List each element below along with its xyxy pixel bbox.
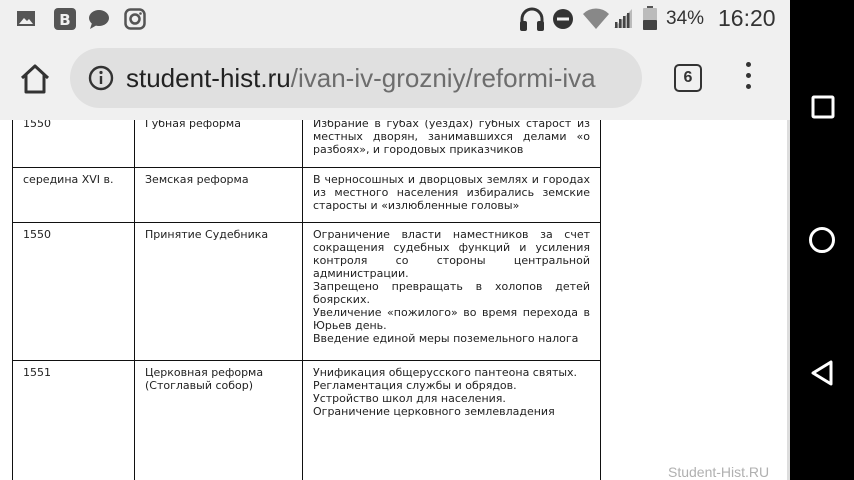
home-nav-icon[interactable]	[808, 226, 836, 254]
url-path: /ivan-iv-grozniy/reformi-iva	[290, 63, 596, 93]
gallery-icon	[16, 10, 36, 27]
home-icon[interactable]	[18, 62, 52, 96]
description-line: Унификация общерусского пантеона святых.	[313, 366, 578, 379]
row-description	[303, 361, 601, 480]
row-date: 1550	[13, 120, 135, 168]
row-name: Принятие Судебника	[135, 223, 303, 361]
tab-switcher-button[interactable]: 6	[674, 64, 702, 92]
url-text[interactable]	[126, 63, 630, 94]
description-line: Устройство школ для населения.	[313, 392, 506, 405]
row-description	[303, 120, 601, 168]
description-line: Регламентация службы и обрядов.	[313, 379, 517, 392]
svg-text:B: B	[59, 11, 71, 29]
description-line: Ограничение власти наместников за счет сокращения судебных функций и усиления контроля со стороны центральной администрации.	[313, 228, 590, 280]
battery-icon	[643, 6, 657, 30]
vk-icon	[54, 8, 76, 30]
row-name: Земская реформа	[135, 168, 303, 223]
back-icon[interactable]	[809, 359, 835, 387]
description-line: Избрание в губах (уездах) губных старост из местных дворян, занимавшихся делами «о разбоях», и городовых приказчиков	[313, 120, 590, 156]
dnd-icon	[552, 8, 574, 30]
row-name: Губная реформа	[135, 120, 303, 168]
url-host: student-hist.ru	[126, 63, 291, 93]
reforms-table	[12, 120, 601, 480]
chat-icon	[88, 9, 110, 29]
table-row	[13, 120, 601, 168]
table-row	[13, 223, 601, 361]
signal-icon	[612, 7, 634, 29]
description-line: Запрещено превращать в холопов детей боярских.	[313, 280, 590, 306]
table-row	[13, 361, 601, 480]
row-date: середина XVI в.	[13, 168, 135, 223]
headphones-icon	[519, 7, 545, 31]
address-bar[interactable]	[70, 48, 642, 108]
description-line: Ограничение церковного землевладения	[313, 405, 555, 418]
row-description	[303, 223, 601, 361]
row-description	[303, 168, 601, 223]
row-name: Церковная реформа (Стоглавый собор)	[135, 361, 303, 480]
info-icon[interactable]	[88, 65, 114, 91]
overflow-menu-icon[interactable]	[742, 62, 754, 94]
recents-icon[interactable]	[811, 95, 835, 119]
wifi-icon	[582, 7, 610, 29]
instagram-icon	[124, 8, 146, 30]
android-nav-bar	[790, 0, 854, 480]
description-line: Введение единой меры поземельного налога	[313, 332, 579, 345]
row-date: 1550	[13, 223, 135, 361]
browser-toolbar	[0, 36, 790, 120]
watermark: Student-Hist.RU	[668, 464, 770, 480]
description-line: Увеличение «пожилого» во время перехода в Юрьев день.	[313, 306, 590, 332]
battery-percent: 34%	[666, 8, 705, 29]
status-bar	[0, 0, 790, 36]
page-content[interactable]	[0, 120, 790, 480]
description-line: В черносошных и дворцовых землях и городах из местного населения избирались земские старосты и «излюбленные головы»	[313, 173, 590, 212]
table-row	[13, 168, 601, 223]
clock: 16:20	[718, 5, 776, 31]
row-date: 1551	[13, 361, 135, 480]
